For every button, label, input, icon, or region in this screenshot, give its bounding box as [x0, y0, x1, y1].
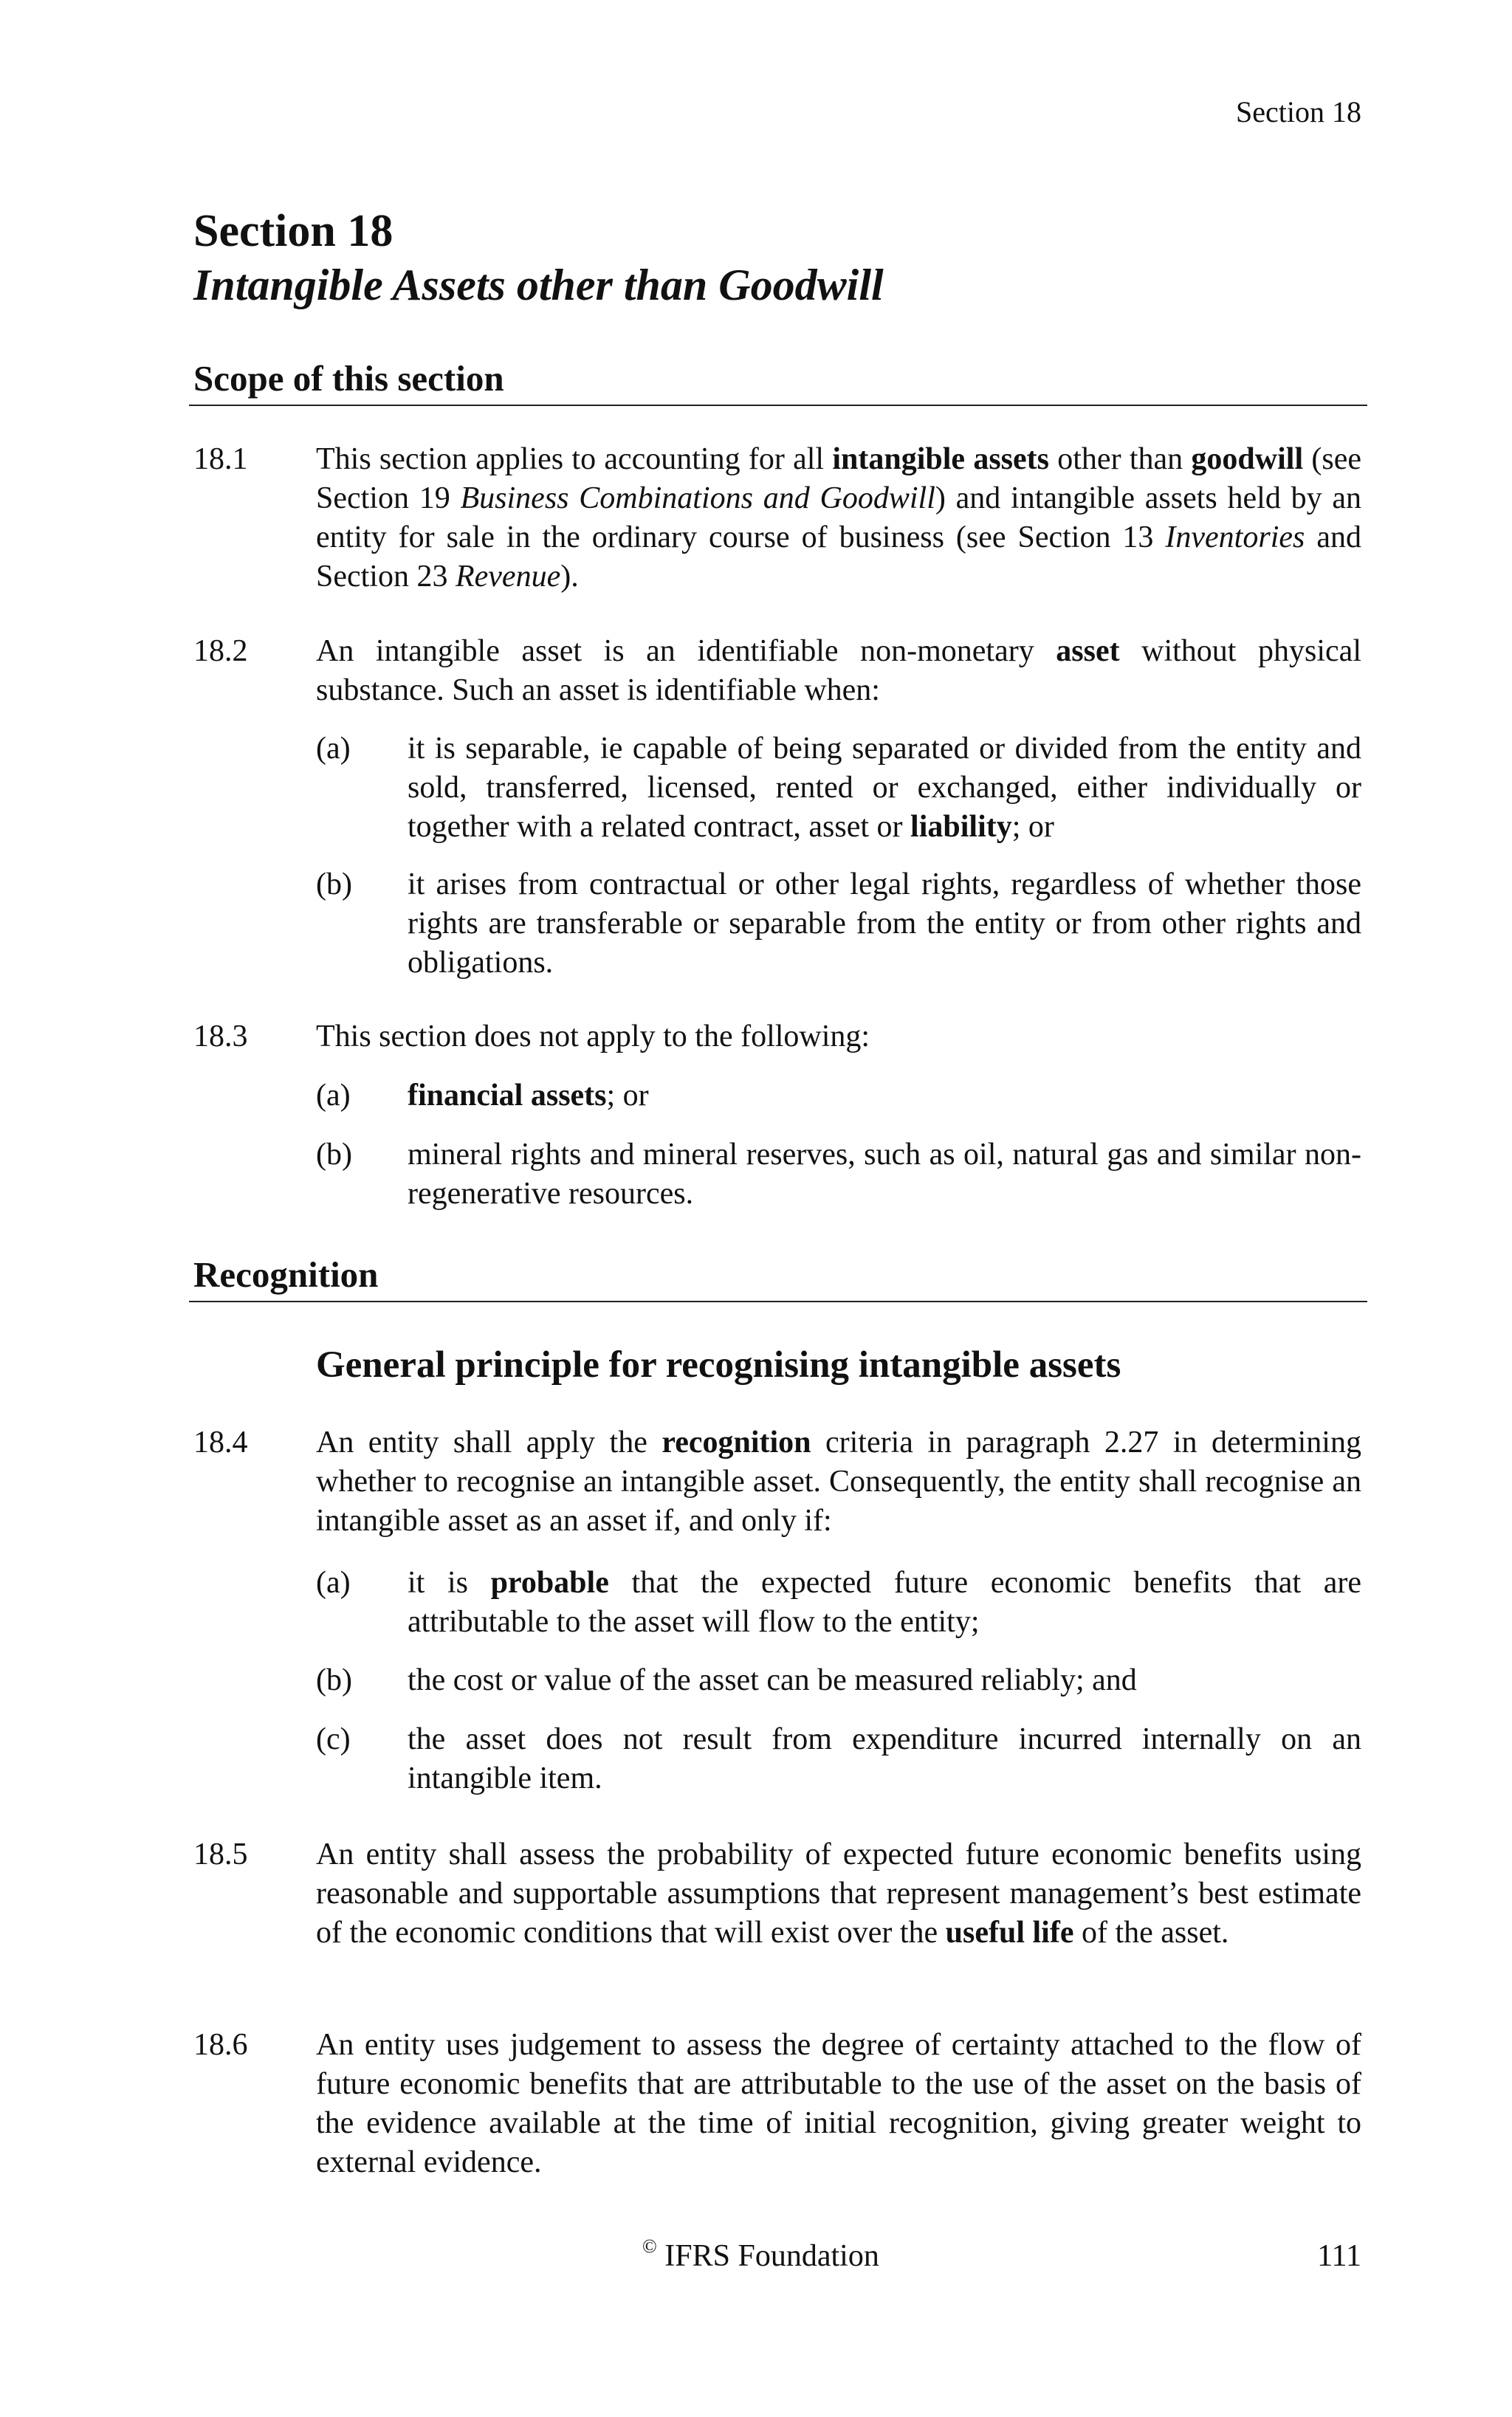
scope-heading: Scope of this section	[193, 358, 504, 399]
item-18-2-a: it is separable, ie capable of being separated or divided from the entity and sold, transferred, licensed, rented or exchanged, either individually or together with a related contract, asset or liability; or	[408, 732, 1361, 844]
paragraph-number-18-3: 18.3	[193, 1020, 248, 1053]
section-subtitle: Intangible Assets other than Goodwill	[193, 261, 884, 309]
paragraph-number-18-6: 18.6	[193, 2028, 248, 2062]
paragraph-18-5: An entity shall assess the probability of expected future economic benefits using reasonable and supportable assumptions that represent management’s best estimate of the economic conditions that will exist over the useful life of the asset.	[316, 1837, 1361, 1950]
item-label-18-4-b: (b)	[316, 1663, 352, 1697]
item-18-4-c: the asset does not result from expenditure incurred internally on an intangible item.	[408, 1722, 1361, 1795]
item-18-4-a: it is probable that the expected future economic benefits that are attributable to the asset will flow to the entity;	[408, 1566, 1361, 1639]
item-label-18-2-a: (a)	[316, 732, 351, 766]
item-18-4-b: the cost or value of the asset can be measured reliably; and	[408, 1663, 1137, 1697]
footer-copyright: © IFRS Foundation	[642, 2235, 879, 2273]
item-label-18-4-a: (a)	[316, 1566, 351, 1600]
paragraph-18-3: This section does not apply to the following:	[316, 1020, 870, 1053]
paragraph-18-4: An entity shall apply the recognition criteria in paragraph 2.27 in determining whether to recognise an intangible asset. Consequently, the entity shall recognise an intangible asset as an asset if, and only if:	[316, 1426, 1361, 1538]
paragraph-number-18-2: 18.2	[193, 634, 248, 668]
paragraph-number-18-5: 18.5	[193, 1837, 248, 1871]
section-title: Section 18	[193, 206, 394, 256]
running-head: Section 18	[1236, 95, 1361, 128]
paragraph-18-2: An intangible asset is an identifiable non-monetary asset without physical substance. Such an asset is identifiable when:	[316, 634, 1361, 707]
item-18-3-a: financial assets; or	[408, 1079, 649, 1113]
recognition-subheading: General principle for recognising intangible assets	[316, 1344, 1121, 1386]
paragraph-number-18-4: 18.4	[193, 1426, 248, 1460]
item-18-3-b: mineral rights and mineral reserves, such as oil, natural gas and similar non-regenerative resources.	[408, 1138, 1361, 1211]
item-label-18-3-b: (b)	[316, 1138, 352, 1172]
paragraph-18-1: This section applies to accounting for all intangible assets other than goodwill (see Section 19 Business Combinations and Goodwill) and intangible assets held by an entity for sale in the ordinary course of business (see Section 13 Inventories and Section 23 Revenue).	[316, 442, 1362, 594]
recognition-divider	[189, 1301, 1367, 1302]
recognition-heading: Recognition	[193, 1254, 379, 1295]
item-label-18-2-b: (b)	[316, 867, 352, 901]
item-18-2-b: it arises from contractual or other legal rights, regardless of whether those rights are transferable or separable from the entity or from other rights and obligations.	[408, 867, 1361, 980]
scope-divider	[189, 405, 1367, 406]
paragraph-18-6: An entity uses judgement to assess the degree of certainty attached to the flow of future economic benefits that are attributable to the use of the asset on the basis of the evidence available at the time of initial recognition, giving greater weight to external evidence.	[316, 2028, 1361, 2179]
item-label-18-4-c: (c)	[316, 1722, 351, 1756]
copyright-symbol: ©	[642, 2235, 657, 2257]
paragraph-number-18-1: 18.1	[193, 442, 248, 476]
item-label-18-3-a: (a)	[316, 1079, 351, 1113]
page-number: 111	[1317, 2239, 1361, 2273]
